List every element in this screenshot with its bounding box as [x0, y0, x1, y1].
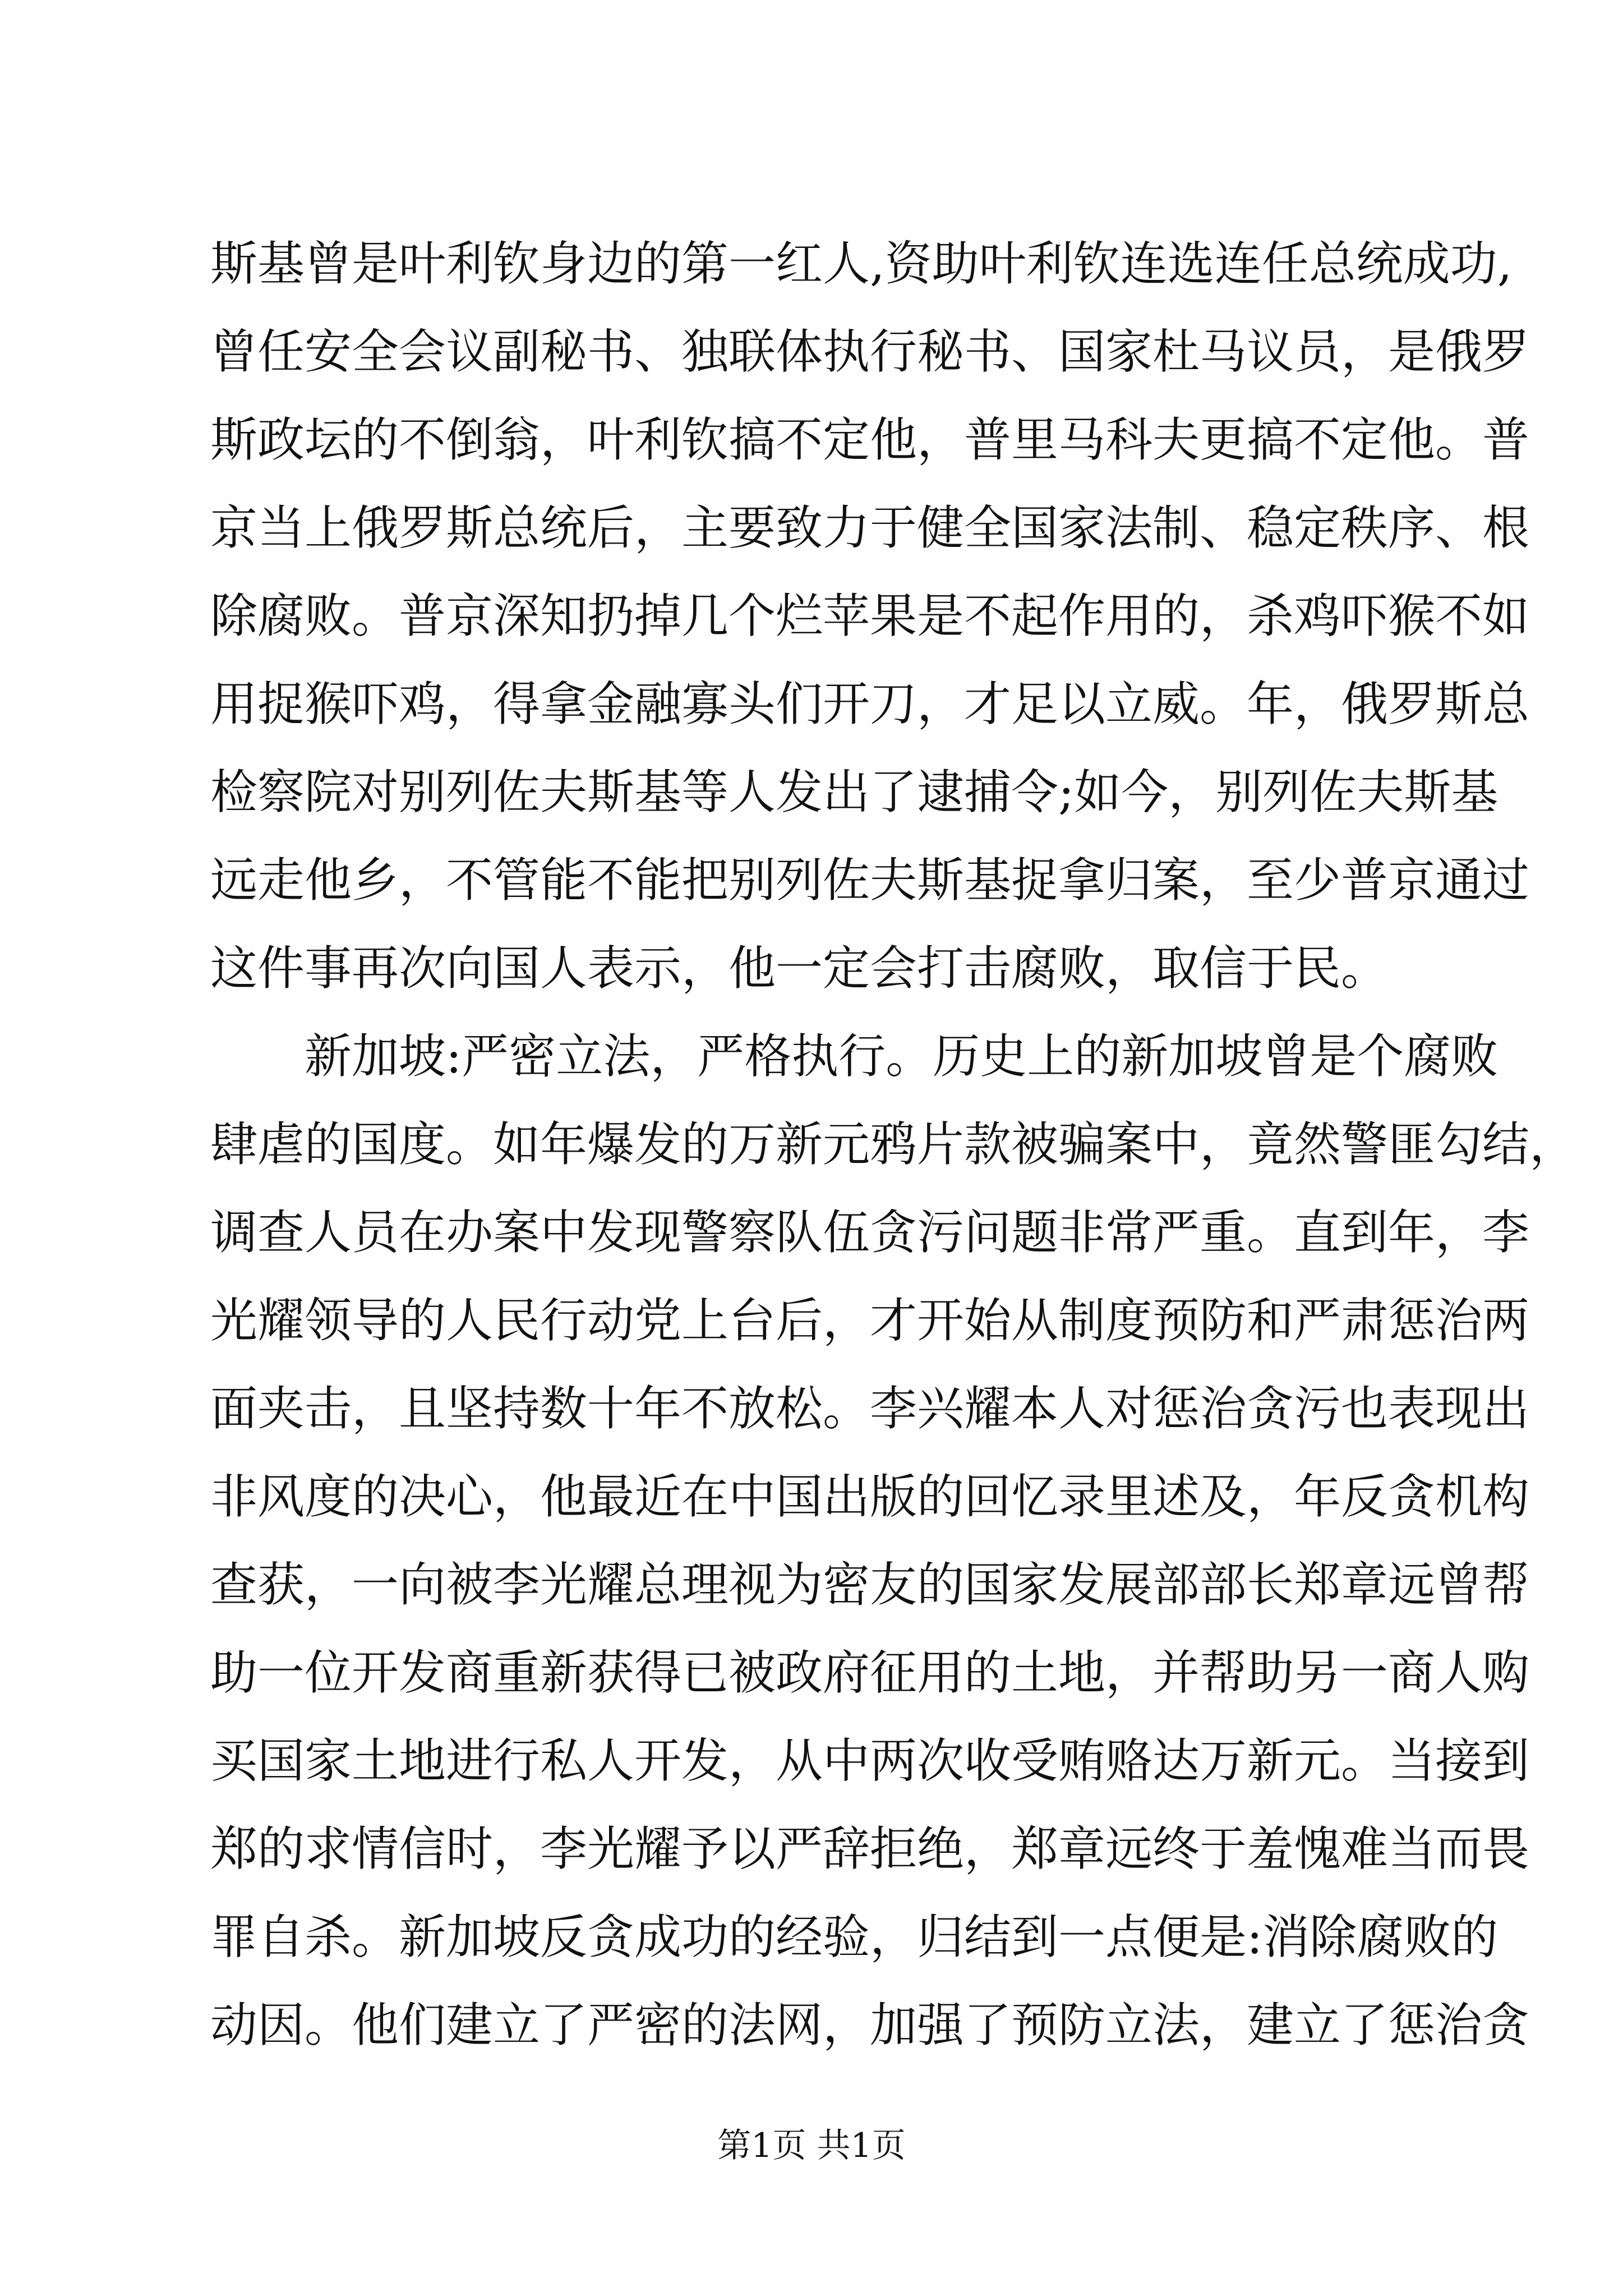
text-line: 买国家土地进行私人开发，从中两次收受贿赂达万新元。当接到	[210, 1733, 1530, 1788]
text-line: 面夹击，且坚持数十年不放松。李兴耀本人对惩治贪污也表现出	[210, 1381, 1530, 1436]
text-line: 助一位开发商重新获得已被政府征用的土地，并帮助另一商人购	[210, 1645, 1530, 1700]
text-line: 这件事再次向国人表示，他一定会打击腐败，取信于民。	[210, 941, 1389, 996]
text-line: 光耀领导的人民行动党上台后，才开始从制度预防和严肃惩治两	[210, 1293, 1530, 1348]
text-line: 调查人员在办案中发现警察队伍贪污问题非常严重。直到年，李	[210, 1205, 1530, 1260]
text-line: 斯政坛的不倒翁，叶利钦搞不定他，普里马科夫更搞不定他。普	[210, 412, 1530, 467]
text-line: 京当上俄罗斯总统后，主要致力于健全国家法制、稳定秩序、根	[210, 500, 1530, 555]
text-line: 检察院对别列佐夫斯基等人发出了逮捕令;如今，别列佐夫斯基	[210, 765, 1498, 820]
text-line: 动因。他们建立了严密的法网，加强了预防立法，建立了惩治贪	[210, 1998, 1530, 2053]
text-line: 肆虐的国度。如年爆发的万新元鸦片款被骗案中，竟然警匪勾结，	[210, 1117, 1577, 1172]
text-line: 非风度的决心，他最近在中国出版的回忆录里述及，年反贪机构	[210, 1469, 1530, 1524]
page-footer: 第1页 共1页	[717, 2126, 906, 2165]
paragraph-1	[210, 220, 1530, 1013]
text-line: 远走他乡，不管能不能把别列佐夫斯基捉拿归案，至少普京通过	[210, 853, 1530, 908]
text-line: 曾任安全会议副秘书、独联体执行秘书、国家杜马议员，是俄罗	[210, 324, 1530, 379]
text-line: 查获，一向被李光耀总理视为密友的国家发展部部长郑章远曾帮	[210, 1557, 1530, 1612]
text-line: 斯基曾是叶利钦身边的第一红人,资助叶利钦连选连任总统成功,	[210, 236, 1513, 291]
text-line: 新加坡:严密立法，严格执行。历史上的新加坡曾是个腐败	[305, 1029, 1498, 1084]
text-line: 郑的求情信时，李光耀予以严辞拒绝，郑章远终于羞愧难当而畏	[210, 1821, 1530, 1876]
document-body	[210, 220, 1577, 2069]
paragraph-2	[210, 1013, 1577, 2069]
text-line: 除腐败。普京深知扔掉几个烂苹果是不起作用的，杀鸡吓猴不如	[210, 588, 1530, 643]
text-line: 罪自杀。新加坡反贪成功的经验，归结到一点便是:消除腐败的	[210, 1910, 1498, 1964]
text-line: 用捉猴吓鸡，得拿金融寡头们开刀，才足以立威。年，俄罗斯总	[210, 677, 1530, 731]
